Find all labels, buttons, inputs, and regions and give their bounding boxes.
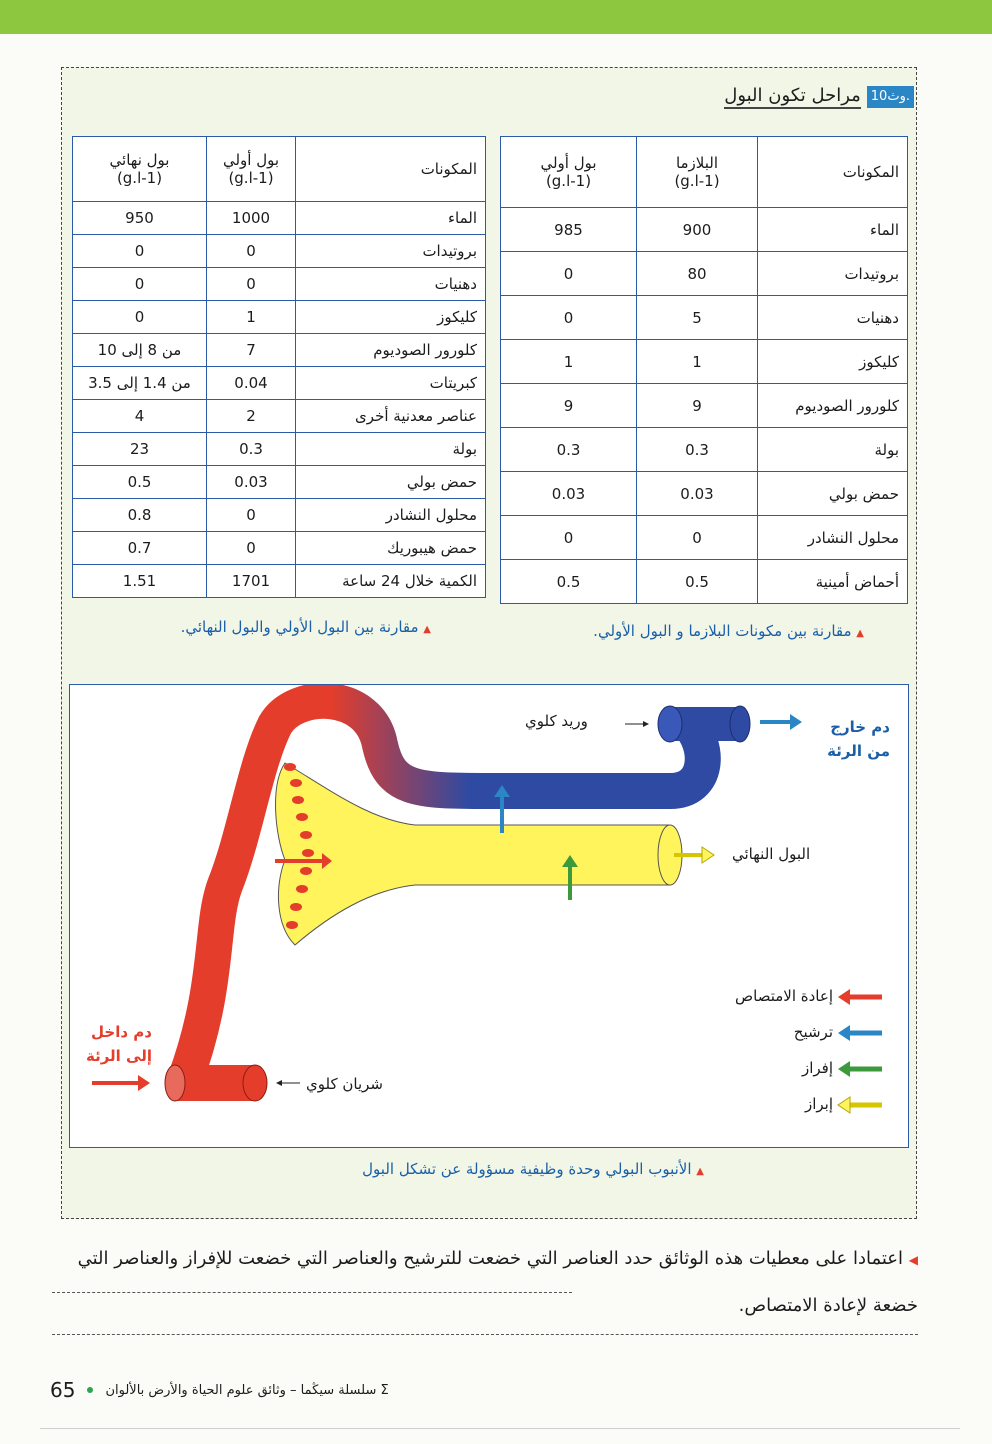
component-cell: كلورور الصوديوم <box>296 334 486 367</box>
table-row <box>73 433 486 466</box>
primary-final-table <box>72 136 486 598</box>
table-row <box>73 499 486 532</box>
answer-line-2 <box>52 1334 918 1335</box>
series-title: Σ سلسلة سيڭما – وثائق علوم الحياة والأرض بالألوان <box>105 1382 389 1398</box>
value-cell: 9 <box>637 384 758 428</box>
question-body: اعتمادا على معطيات هذه الوثائق حدد العناصر التي خضعت للترشيح والعناصر التي خضعت للإفراز والعناصر التي خضعة لإعادة الامتصاص. <box>77 1248 918 1316</box>
legend-arrows <box>838 989 882 1113</box>
value-cell: 80 <box>637 252 758 296</box>
document-title <box>724 85 914 109</box>
table-row <box>73 400 486 433</box>
table-row <box>73 202 486 235</box>
value-cell: 900 <box>637 208 758 252</box>
component-cell: الماء <box>296 202 486 235</box>
table2-header-components: المكونات <box>296 137 486 202</box>
table1-header-plasma: البلازما (g.l-1) <box>637 137 758 208</box>
question-bullet-icon: ◀ <box>908 1253 918 1267</box>
legend-secretion-label: إفراز <box>801 1059 833 1077</box>
value-cell: 1000 <box>207 202 296 235</box>
value-cell: 950 <box>73 202 207 235</box>
value-cell: 0 <box>207 499 296 532</box>
value-cell: 1 <box>637 340 758 384</box>
component-cell: بروتيدات <box>758 252 908 296</box>
legend-secretion-arrow <box>838 1061 882 1077</box>
table-row <box>73 301 486 334</box>
component-cell: كليكوز <box>758 340 908 384</box>
nephron-svg <box>70 685 908 1147</box>
bottom-rule <box>40 1428 960 1429</box>
value-cell: 1701 <box>207 565 296 598</box>
table-row <box>501 208 908 252</box>
table-row <box>501 340 908 384</box>
renal-artery-label: شريان كلوي <box>306 1075 383 1093</box>
value-cell: 23 <box>73 433 207 466</box>
blood-out-arrow <box>760 714 802 730</box>
document-badge: وث10. <box>867 86 914 108</box>
table-row <box>73 532 486 565</box>
caption-triangle-icon: ▲ <box>856 628 864 639</box>
component-cell: الماء <box>758 208 908 252</box>
value-cell: من 1.4 إلى 3.5 <box>73 367 207 400</box>
value-cell: 1.51 <box>73 565 207 598</box>
component-cell: عناصر معدنية أخرى <box>296 400 486 433</box>
component-cell: كلورور الصوديوم <box>758 384 908 428</box>
value-cell: 0.03 <box>207 466 296 499</box>
component-cell: محلول النشادر <box>758 516 908 560</box>
question-text <box>68 1236 918 1329</box>
component-cell: بولة <box>758 428 908 472</box>
plasma-primary-table <box>500 136 908 604</box>
component-cell: حمض هيبوريك <box>296 532 486 565</box>
diagram-caption <box>362 1160 704 1178</box>
renal-vein-label: وريد كلوي <box>525 712 588 730</box>
answer-line-1 <box>52 1292 572 1293</box>
value-cell: 985 <box>501 208 637 252</box>
caption-triangle-icon: ▲ <box>696 1166 704 1177</box>
table2-caption <box>181 618 431 636</box>
legend-filtration-arrow <box>838 1025 882 1041</box>
component-cell: حمض بولي <box>296 466 486 499</box>
table1-header-components: المكونات <box>758 137 908 208</box>
page-number: 65 <box>50 1378 76 1402</box>
value-cell: 0 <box>501 516 637 560</box>
legend-excretion-label: إبراز <box>804 1095 833 1113</box>
value-cell: 0.3 <box>637 428 758 472</box>
renal-artery-opening <box>165 1065 267 1101</box>
table2-caption-text: مقارنة بين البول الأولي والبول النهائي. <box>180 618 419 636</box>
nephron-diagram <box>69 684 909 1148</box>
component-cell: كليكوز <box>296 301 486 334</box>
value-cell: 0.5 <box>501 560 637 604</box>
component-cell: الكمية خلال 24 ساعة <box>296 565 486 598</box>
value-cell: 2 <box>207 400 296 433</box>
value-cell: 0.8 <box>73 499 207 532</box>
value-cell: 5 <box>637 296 758 340</box>
value-cell: 0 <box>73 301 207 334</box>
value-cell: 0 <box>207 268 296 301</box>
title-text: مراحل تكون البول <box>724 85 861 109</box>
legend-excretion-arrow <box>838 1097 882 1113</box>
component-cell: دهنيات <box>758 296 908 340</box>
blood-in-arrow <box>92 1075 150 1091</box>
table2-header-primary: بول أولي (g.l-1) <box>207 137 296 202</box>
diagram-caption-text: الأنبوب البولي وحدة وظيفية مسؤولة عن تشكل البول <box>362 1160 692 1178</box>
value-cell: 0.7 <box>73 532 207 565</box>
table-row <box>501 560 908 604</box>
value-cell: 0.3 <box>501 428 637 472</box>
value-cell: 0.3 <box>207 433 296 466</box>
value-cell: 1 <box>501 340 637 384</box>
blood-vessel <box>185 701 703 1080</box>
value-cell: 0.5 <box>637 560 758 604</box>
component-cell: كبريتات <box>296 367 486 400</box>
value-cell: 0 <box>637 516 758 560</box>
legend-reabsorption-arrow <box>838 989 882 1005</box>
value-cell: 0 <box>207 235 296 268</box>
final-urine-label: البول النهائي <box>732 845 811 863</box>
table-row <box>501 252 908 296</box>
component-cell: أحماض أمينية <box>758 560 908 604</box>
value-cell: 0.03 <box>501 472 637 516</box>
component-cell: بولة <box>296 433 486 466</box>
value-cell: 0 <box>73 235 207 268</box>
component-cell: محلول النشادر <box>296 499 486 532</box>
component-cell: بروتيدات <box>296 235 486 268</box>
value-cell: 9 <box>501 384 637 428</box>
table-row <box>501 428 908 472</box>
caption-triangle-icon: ▲ <box>423 624 431 635</box>
table-row <box>501 472 908 516</box>
table1-header-primary: بول أولي (g.l-1) <box>501 137 637 208</box>
blood-in-label: دم داخل إلى الرئة <box>85 1023 152 1065</box>
value-cell: 7 <box>207 334 296 367</box>
component-cell: دهنيات <box>296 268 486 301</box>
value-cell: 0.03 <box>637 472 758 516</box>
renal-vein-opening <box>658 706 750 742</box>
blood-out-label: دم خارج من الرئة <box>827 718 890 760</box>
table1-caption <box>593 622 864 640</box>
table-row <box>501 384 908 428</box>
table-row <box>73 334 486 367</box>
table-row <box>73 268 486 301</box>
footer <box>50 1378 389 1402</box>
value-cell: 4 <box>73 400 207 433</box>
table1-caption-text: مقارنة بين مكونات البلازما و البول الأولي. <box>593 622 852 640</box>
table-row <box>73 367 486 400</box>
value-cell: من 8 إلى 10 <box>73 334 207 367</box>
value-cell: 1 <box>207 301 296 334</box>
table-row <box>73 235 486 268</box>
value-cell: 0 <box>501 252 637 296</box>
table-row <box>501 516 908 560</box>
top-green-band <box>0 0 992 34</box>
table-row <box>501 296 908 340</box>
component-cell: حمض بولي <box>758 472 908 516</box>
value-cell: 0 <box>207 532 296 565</box>
table-row <box>73 565 486 598</box>
table2-header-final: بول نهائي (g.l-1) <box>73 137 207 202</box>
legend-reabsorption-label: إعادة الامتصاص <box>735 987 833 1005</box>
legend-filtration-label: ترشيح <box>793 1023 833 1041</box>
value-cell: 0 <box>73 268 207 301</box>
value-cell: 0.5 <box>73 466 207 499</box>
footer-dot-icon <box>87 1387 93 1393</box>
table-row <box>73 466 486 499</box>
value-cell: 0 <box>501 296 637 340</box>
value-cell: 0.04 <box>207 367 296 400</box>
